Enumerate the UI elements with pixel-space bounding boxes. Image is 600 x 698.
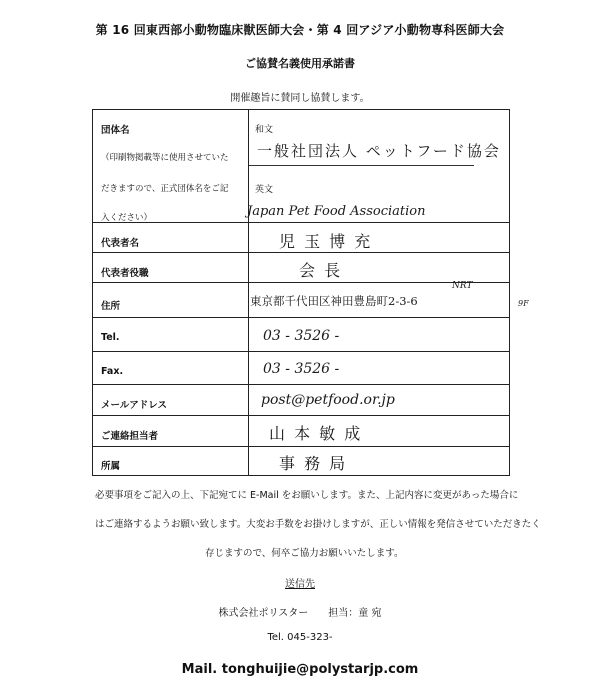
org-name-note: だきますので、正式団体名をご記 [101, 184, 229, 194]
contact-person-value[interactable]: 山 本 敏 成 [269, 424, 363, 443]
representative-name-label: 代表者名 [101, 238, 140, 249]
row-divider [93, 384, 509, 385]
fax-label: Fax. [101, 366, 124, 377]
send-to-heading: 送信先 [285, 579, 315, 590]
fax-value[interactable]: 03 - 3526 - [263, 361, 340, 377]
tel-value[interactable]: 03 - 3526 - [263, 328, 340, 344]
japanese-name-value[interactable]: 一般社団法人 ペットフード協会 [257, 142, 501, 160]
org-name-note: （印刷物掲載等に使用させていた [101, 153, 229, 163]
email-label: メールアドレス [101, 400, 168, 411]
representative-name-value[interactable]: 児 玉 博 充 [279, 232, 373, 251]
contact-person-label: ご連絡担当者 [101, 431, 159, 442]
english-name-value[interactable]: Japan Pet Food Association [247, 204, 426, 219]
address-value[interactable]: 東京都千代田区神田豊島町2-3-6 [250, 294, 418, 308]
org-name-note: 入ください） [101, 213, 153, 223]
representative-title-value[interactable]: 会 長 [299, 261, 343, 280]
row-divider [93, 222, 509, 223]
intro-text: 開催趣旨に賛同し協賛します。 [230, 93, 370, 104]
row-divider [93, 446, 509, 447]
row-divider [93, 282, 509, 283]
department-value[interactable]: 事 務 局 [279, 454, 348, 473]
address-margin-note: NRT [452, 281, 473, 291]
address-label: 住所 [101, 301, 121, 312]
english-name-label: 英文 [255, 185, 274, 195]
instructions-text: 必要事項をご記入の上、下記宛てに E-Mail をお願いします。また、上記内容に変更があった場合に [95, 490, 519, 501]
address-margin-note: 9F [518, 299, 529, 308]
tel-label: Tel. [101, 332, 120, 343]
contact-email[interactable]: Mail. tonghuijie@polystarjp.com [181, 662, 419, 677]
org-name-label: 団体名 [101, 125, 130, 136]
row-divider [93, 415, 509, 416]
document-title: 第 16 回東西部小動物臨床獣医師大会・第 4 回アジア小動物専科医師大会 [95, 23, 505, 37]
department-label: 所属 [101, 461, 121, 472]
row-divider [93, 252, 509, 253]
instructions-text: 存じますので、何卒ご協力お願いいたします。 [205, 548, 404, 559]
contact-tel: Tel. 045-323- [267, 632, 333, 643]
row-divider [93, 351, 509, 352]
document-subtitle: ご協賛名義使用承諾書 [245, 57, 355, 70]
instructions-text: はご連絡するようお願い致します。大変お手数をお掛けしますが、正しい情報を発信させていただきたく [95, 519, 541, 530]
representative-title-label: 代表者役職 [101, 268, 149, 279]
japanese-name-underline [249, 165, 474, 166]
row-divider [93, 317, 509, 318]
company-contact: 株式会社ポリスター 担当：童 宛 [218, 608, 382, 619]
sponsorship-form-table [92, 109, 510, 476]
email-value[interactable]: post@petfood.or.jp [261, 392, 395, 408]
japanese-name-label: 和文 [255, 125, 274, 135]
